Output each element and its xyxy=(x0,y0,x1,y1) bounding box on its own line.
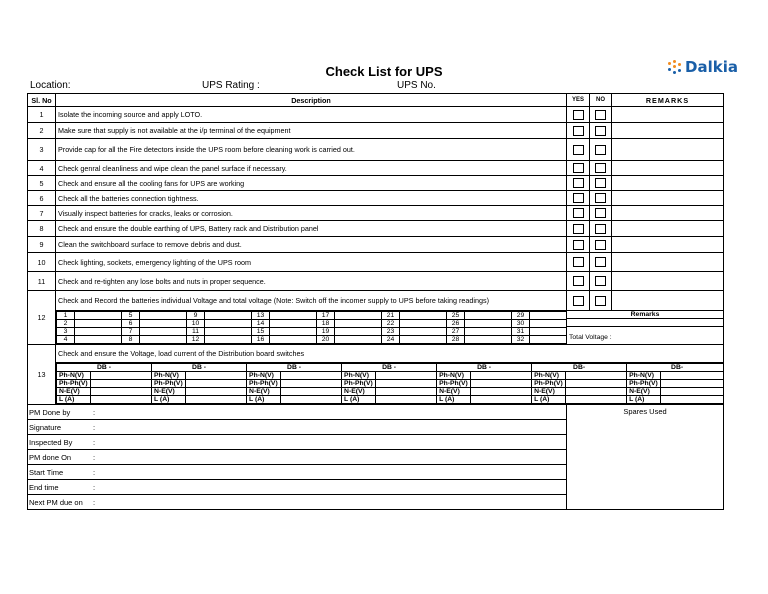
item-description: Check and Record the batteries individual Voltage and total voltage (Note: Switch off the incomer supply to UPS before taking readings) xyxy=(56,291,567,311)
no-cell xyxy=(590,176,612,191)
footer-field-label: Signature xyxy=(29,422,62,432)
footer-field[interactable] xyxy=(28,420,567,435)
item-number: 1 xyxy=(28,107,56,123)
battery-row xyxy=(57,336,567,344)
yes-checkbox[interactable] xyxy=(573,257,584,267)
item-description: Clean the switchboard surface to remove debris and dust. xyxy=(56,237,567,253)
yes-cell xyxy=(567,139,590,161)
footer-field[interactable] xyxy=(28,495,567,510)
yes-checkbox[interactable] xyxy=(573,163,584,173)
no-cell xyxy=(590,237,612,253)
remarks-cell[interactable] xyxy=(612,237,724,253)
battery-voltage-input[interactable] xyxy=(140,328,187,336)
db-param-label: Ph-N(V) xyxy=(342,372,376,380)
battery-number: 23 xyxy=(382,328,400,336)
item-number: 12 xyxy=(28,291,56,345)
battery-number: 30 xyxy=(512,320,530,328)
footer-field-label: End time xyxy=(29,482,59,492)
db-param-label: N-E(V) xyxy=(57,388,91,396)
db-param-label: Ph-N(V) xyxy=(57,372,91,380)
yes-cell xyxy=(567,253,590,272)
no-cell xyxy=(590,123,612,139)
checklist-row xyxy=(28,237,724,253)
db-param-label: Ph-Ph(V) xyxy=(57,380,91,388)
battery-number: 32 xyxy=(512,336,530,344)
battery-number: 28 xyxy=(447,336,465,344)
yes-checkbox[interactable] xyxy=(573,110,584,120)
db-reading-input[interactable] xyxy=(471,388,532,396)
company-logo xyxy=(668,58,738,76)
battery-number: 26 xyxy=(447,320,465,328)
battery-number: 20 xyxy=(317,336,335,344)
db-reading-input[interactable] xyxy=(566,372,627,380)
db-reading-input[interactable] xyxy=(91,388,152,396)
footer-field[interactable] xyxy=(28,435,567,450)
battery-number: 3 xyxy=(57,328,75,336)
logo-burst-icon xyxy=(668,60,682,74)
battery-voltage-input[interactable] xyxy=(75,328,122,336)
db-param-label: N-E(V) xyxy=(532,388,566,396)
yes-checkbox[interactable] xyxy=(573,208,584,218)
db-reading-input[interactable] xyxy=(91,380,152,388)
battery-row xyxy=(57,328,567,336)
yes-cell xyxy=(567,272,590,291)
battery-number: 15 xyxy=(252,328,270,336)
battery-voltage-input[interactable] xyxy=(75,312,122,320)
no-cell xyxy=(590,191,612,206)
yes-checkbox[interactable] xyxy=(573,145,584,155)
battery-number: 10 xyxy=(187,320,205,328)
yes-cell xyxy=(567,237,590,253)
db-reading-input[interactable] xyxy=(566,388,627,396)
db-param-label: N-E(V) xyxy=(627,388,661,396)
db-reading-input[interactable] xyxy=(661,372,724,380)
logo-text: Dalkia xyxy=(685,58,738,76)
db-label: DB- xyxy=(627,364,724,372)
battery-voltage-input[interactable] xyxy=(530,328,567,336)
db-param-label: N-E(V) xyxy=(437,388,471,396)
battery-number: 22 xyxy=(382,320,400,328)
battery-voltage-input[interactable] xyxy=(140,320,187,328)
no-cell xyxy=(590,161,612,176)
no-cell xyxy=(590,253,612,272)
battery-number: 8 xyxy=(122,336,140,344)
battery-voltage-input[interactable] xyxy=(75,320,122,328)
db-param-label: Ph-N(V) xyxy=(532,372,566,380)
remarks-cell[interactable] xyxy=(612,272,724,291)
footer-colon: : xyxy=(93,407,96,417)
battery-number: 29 xyxy=(512,312,530,320)
db-param-label: L (A) xyxy=(152,396,186,404)
remarks-cell[interactable] xyxy=(612,139,724,161)
db-reading-input[interactable] xyxy=(661,388,724,396)
checklist-row xyxy=(28,139,724,161)
no-checkbox[interactable] xyxy=(595,276,606,286)
db-param-label: Ph-N(V) xyxy=(627,372,661,380)
battery-number: 19 xyxy=(317,328,335,336)
yes-cell xyxy=(567,123,590,139)
battery-voltage-input[interactable] xyxy=(400,312,447,320)
footer-field[interactable] xyxy=(28,465,567,480)
footer-field[interactable] xyxy=(28,480,567,495)
yes-checkbox[interactable] xyxy=(573,178,584,188)
db-reading-input[interactable] xyxy=(376,380,437,388)
no-checkbox[interactable] xyxy=(595,193,606,203)
no-cell xyxy=(590,272,612,291)
no-checkbox[interactable] xyxy=(595,145,606,155)
battery-number: 2 xyxy=(57,320,75,328)
battery-number: 17 xyxy=(317,312,335,320)
no-checkbox[interactable] xyxy=(595,257,606,267)
remarks-cell[interactable] xyxy=(612,191,724,206)
db-label: DB - xyxy=(57,364,152,372)
db-param-label: L (A) xyxy=(342,396,376,404)
battery-remarks-label: Remarks xyxy=(567,311,723,319)
db-reading-input[interactable] xyxy=(186,372,247,380)
db-param-label: N-E(V) xyxy=(247,388,281,396)
item-number: 8 xyxy=(28,221,56,237)
footer-field-label: Inspected By xyxy=(29,437,73,447)
battery-voltage-grid xyxy=(56,311,567,344)
no-checkbox[interactable] xyxy=(595,208,606,218)
battery-voltage-input[interactable] xyxy=(400,336,447,344)
item-number: 10 xyxy=(28,253,56,272)
item-description: Check and ensure the Voltage, load current of the Distribution board switches xyxy=(56,345,724,363)
battery-voltage-input[interactable] xyxy=(205,336,252,344)
battery-number: 21 xyxy=(382,312,400,320)
db-readings-grid xyxy=(56,363,724,404)
yes-cell xyxy=(567,161,590,176)
footer-colon: : xyxy=(93,482,96,492)
no-checkbox[interactable] xyxy=(595,126,606,136)
db-param-label: Ph-Ph(V) xyxy=(152,380,186,388)
no-checkbox[interactable] xyxy=(595,240,606,250)
db-reading-input[interactable] xyxy=(186,380,247,388)
yes-cell xyxy=(567,291,590,311)
item-number: 2 xyxy=(28,123,56,139)
db-param-label: L (A) xyxy=(247,396,281,404)
item-number: 5 xyxy=(28,176,56,191)
footer-colon: : xyxy=(93,437,96,447)
db-label: DB - xyxy=(247,364,342,372)
footer-colon: : xyxy=(93,422,96,432)
db-param-label: L (A) xyxy=(532,396,566,404)
col-remarks: REMARKS xyxy=(612,94,724,107)
db-reading-input[interactable] xyxy=(471,396,532,404)
db-reading-input[interactable] xyxy=(471,380,532,388)
item-description: Check and ensure the double earthing of UPS, Battery rack and Distribution panel xyxy=(56,221,567,237)
db-param-label: Ph-Ph(V) xyxy=(437,380,471,388)
checklist-row xyxy=(28,206,724,221)
checklist-row xyxy=(28,161,724,176)
checklist-row xyxy=(28,123,724,139)
db-param-label: L (A) xyxy=(437,396,471,404)
col-no: NO xyxy=(590,94,612,107)
db-param-label: Ph-Ph(V) xyxy=(627,380,661,388)
ups-rating-label: UPS Rating : xyxy=(202,80,260,91)
battery-voltage-input[interactable] xyxy=(335,312,382,320)
battery-voltage-input[interactable] xyxy=(335,328,382,336)
yes-cell xyxy=(567,191,590,206)
battery-voltage-input[interactable] xyxy=(400,320,447,328)
battery-number: 18 xyxy=(317,320,335,328)
battery-number: 6 xyxy=(122,320,140,328)
battery-voltage-input[interactable] xyxy=(400,328,447,336)
no-checkbox[interactable] xyxy=(595,296,606,306)
db-reading-input[interactable] xyxy=(91,396,152,404)
no-checkbox[interactable] xyxy=(595,163,606,173)
yes-checkbox[interactable] xyxy=(573,224,584,234)
db-param-label: Ph-N(V) xyxy=(247,372,281,380)
db-param-label: Ph-N(V) xyxy=(152,372,186,380)
battery-voltage-input[interactable] xyxy=(140,336,187,344)
item-number: 6 xyxy=(28,191,56,206)
battery-number: 4 xyxy=(57,336,75,344)
battery-number: 16 xyxy=(252,336,270,344)
db-reading-input[interactable] xyxy=(566,396,627,404)
item-description: Make sure that supply is not available at the i/p terminal of the equipment xyxy=(56,123,567,139)
db-label: DB- xyxy=(532,364,627,372)
no-checkbox[interactable] xyxy=(595,224,606,234)
db-param-label: L (A) xyxy=(57,396,91,404)
spares-used-cell[interactable] xyxy=(567,405,724,510)
db-reading-input[interactable] xyxy=(281,388,342,396)
checklist-row xyxy=(28,107,724,123)
db-reading-input[interactable] xyxy=(376,396,437,404)
db-reading-input[interactable] xyxy=(661,380,724,388)
battery-remarks-block xyxy=(567,311,723,341)
page-title: Check List for UPS xyxy=(325,64,443,79)
footer-field-label: Next PM due on xyxy=(29,497,83,507)
yes-checkbox[interactable] xyxy=(573,276,584,286)
db-param-label: L (A) xyxy=(627,396,661,404)
battery-number: 27 xyxy=(447,328,465,336)
checklist-row xyxy=(28,176,724,191)
db-reading-input[interactable] xyxy=(566,380,627,388)
footer-field[interactable] xyxy=(28,450,567,465)
db-reading-input[interactable] xyxy=(281,380,342,388)
item-number: 13 xyxy=(28,345,56,405)
battery-voltage-input[interactable] xyxy=(335,336,382,344)
remarks-cell[interactable] xyxy=(612,253,724,272)
db-reading-input[interactable] xyxy=(186,396,247,404)
db-reading-input[interactable] xyxy=(376,388,437,396)
item-number: 4 xyxy=(28,161,56,176)
yes-cell xyxy=(567,221,590,237)
battery-voltage-input[interactable] xyxy=(205,328,252,336)
yes-cell xyxy=(567,206,590,221)
item-number: 11 xyxy=(28,272,56,291)
location-label: Location: xyxy=(30,80,71,91)
db-reading-input[interactable] xyxy=(376,372,437,380)
item-number: 9 xyxy=(28,237,56,253)
remarks-cell[interactable] xyxy=(612,176,724,191)
battery-voltage-input[interactable] xyxy=(530,320,567,328)
checklist-row xyxy=(28,221,724,237)
battery-voltage-input[interactable] xyxy=(270,320,317,328)
battery-row xyxy=(57,312,567,320)
db-grid-row xyxy=(28,363,724,405)
footer-field-label: Start Time xyxy=(29,467,64,477)
no-cell xyxy=(590,139,612,161)
db-reading-input[interactable] xyxy=(281,372,342,380)
no-checkbox[interactable] xyxy=(595,110,606,120)
battery-voltage-input[interactable] xyxy=(140,312,187,320)
checklist-row xyxy=(28,253,724,272)
battery-voltage-input[interactable] xyxy=(465,320,512,328)
footer-field-label: PM done On xyxy=(29,452,72,462)
db-reading-input[interactable] xyxy=(661,396,724,404)
battery-voltage-input[interactable] xyxy=(205,312,252,320)
battery-voltage-input[interactable] xyxy=(75,336,122,344)
battery-number: 31 xyxy=(512,328,530,336)
battery-row xyxy=(57,320,567,328)
checklist-row xyxy=(28,191,724,206)
col-description: Description xyxy=(56,94,567,107)
item-description: Provide cap for all the Fire detectors inside the UPS room before cleaning work is carried out. xyxy=(56,139,567,161)
battery-voltage-input[interactable] xyxy=(465,328,512,336)
battery-voltage-input[interactable] xyxy=(270,336,317,344)
item-description: Check genral cleanliness and wipe clean the panel surface if necessary. xyxy=(56,161,567,176)
item-description: Check all the batteries connection tightness. xyxy=(56,191,567,206)
item-description: Check lighting, sockets, emergency lighting of the UPS room xyxy=(56,253,567,272)
yes-checkbox[interactable] xyxy=(573,296,584,306)
remarks-cell[interactable] xyxy=(612,123,724,139)
battery-number: 7 xyxy=(122,328,140,336)
remarks-cell[interactable] xyxy=(612,206,724,221)
footer-colon: : xyxy=(93,452,96,462)
remarks-cell[interactable] xyxy=(612,291,724,311)
checklist-row xyxy=(28,291,724,311)
battery-number: 12 xyxy=(187,336,205,344)
col-yes: YES xyxy=(567,94,590,107)
battery-number: 14 xyxy=(252,320,270,328)
checklist-row xyxy=(28,345,724,363)
db-param-label: Ph-Ph(V) xyxy=(342,380,376,388)
footer-field-label: PM Done by xyxy=(29,407,71,417)
yes-checkbox[interactable] xyxy=(573,193,584,203)
spares-used-label: Spares Used xyxy=(623,407,667,416)
battery-number: 1 xyxy=(57,312,75,320)
no-cell xyxy=(590,221,612,237)
db-reading-input[interactable] xyxy=(281,396,342,404)
battery-voltage-input[interactable] xyxy=(335,320,382,328)
remarks-cell[interactable] xyxy=(612,221,724,237)
footer-field[interactable] xyxy=(28,405,567,420)
footer-colon: : xyxy=(93,497,96,507)
battery-voltage-input[interactable] xyxy=(205,320,252,328)
db-reading-input[interactable] xyxy=(91,372,152,380)
ups-no-label: UPS No. xyxy=(397,80,436,91)
item-description: Visually inspect batteries for cracks, leaks or corrosion. xyxy=(56,206,567,221)
battery-number: 9 xyxy=(187,312,205,320)
battery-voltage-input[interactable] xyxy=(530,336,567,344)
db-param-label: Ph-Ph(V) xyxy=(247,380,281,388)
battery-voltage-input[interactable] xyxy=(465,312,512,320)
yes-cell xyxy=(567,107,590,123)
yes-checkbox[interactable] xyxy=(573,126,584,136)
battery-number: 13 xyxy=(252,312,270,320)
col-sl-no: Sl. No xyxy=(28,94,56,107)
yes-cell xyxy=(567,176,590,191)
db-param-label: N-E(V) xyxy=(152,388,186,396)
battery-voltage-input[interactable] xyxy=(270,312,317,320)
battery-number: 25 xyxy=(447,312,465,320)
item-description: Check and ensure all the cooling fans for UPS are working xyxy=(56,176,567,191)
db-reading-input[interactable] xyxy=(471,372,532,380)
db-param-label: Ph-N(V) xyxy=(437,372,471,380)
battery-voltage-input[interactable] xyxy=(270,328,317,336)
checklist-row xyxy=(28,272,724,291)
no-cell xyxy=(590,206,612,221)
checklist-table xyxy=(27,93,724,510)
db-reading-input[interactable] xyxy=(186,388,247,396)
remarks-cell[interactable] xyxy=(612,107,724,123)
footer-row xyxy=(28,405,724,420)
no-checkbox[interactable] xyxy=(595,178,606,188)
no-cell xyxy=(590,107,612,123)
battery-number: 5 xyxy=(122,312,140,320)
yes-checkbox[interactable] xyxy=(573,240,584,250)
table-header-row xyxy=(28,94,724,107)
remarks-cell[interactable] xyxy=(612,161,724,176)
battery-voltage-input[interactable] xyxy=(530,312,567,320)
db-label: DB - xyxy=(342,364,437,372)
battery-number: 24 xyxy=(382,336,400,344)
battery-voltage-input[interactable] xyxy=(465,336,512,344)
db-label: DB - xyxy=(437,364,532,372)
total-voltage-label: Total Voltage : xyxy=(569,334,612,341)
footer-colon: : xyxy=(93,467,96,477)
db-param-label: N-E(V) xyxy=(342,388,376,396)
item-description: Isolate the incoming source and apply LOTO. xyxy=(56,107,567,123)
item-number: 3 xyxy=(28,139,56,161)
item-description: Check and re-tighten any lose bolts and nuts in proper sequence. xyxy=(56,272,567,291)
battery-grid-row xyxy=(28,311,724,345)
battery-number: 11 xyxy=(187,328,205,336)
no-cell xyxy=(590,291,612,311)
db-param-label: Ph-Ph(V) xyxy=(532,380,566,388)
item-number: 7 xyxy=(28,206,56,221)
db-label: DB - xyxy=(152,364,247,372)
